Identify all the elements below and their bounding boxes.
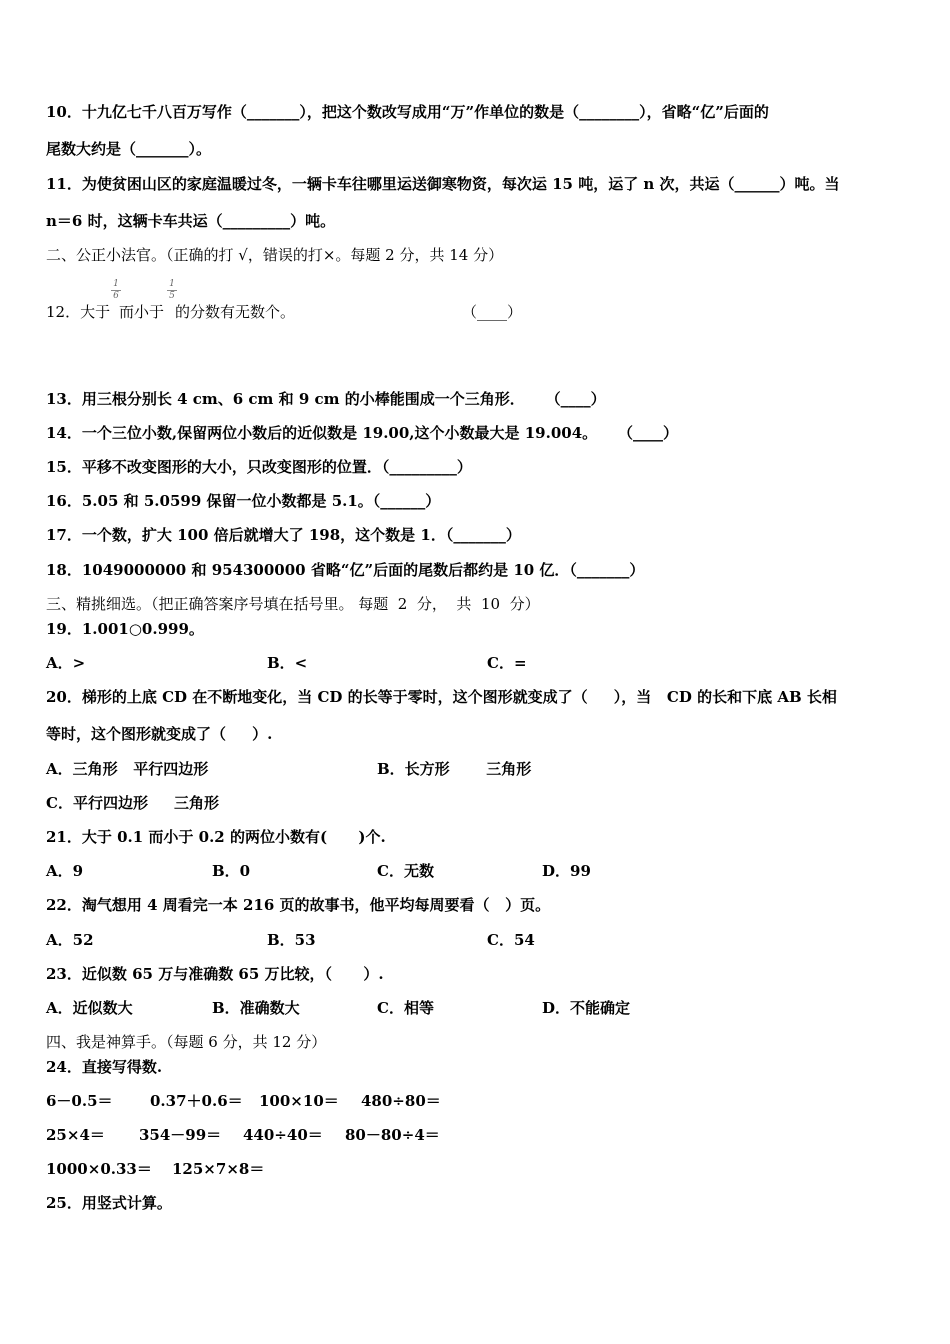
q11-line2: n＝6 时，这辆卡车共运（_________）吨。 bbox=[46, 212, 336, 230]
q20-option-a[interactable]: A．三角形 平行四边形 bbox=[46, 760, 209, 778]
q22-option-a[interactable]: A．52 bbox=[46, 931, 94, 949]
q11-line1: 11．为使贫困山区的家庭温暖过冬，一辆卡车往哪里运送御寒物资，每次运 15 吨，运了 n 次，共运（______）吨。当 bbox=[46, 175, 840, 193]
q24-item: 440÷40＝ bbox=[243, 1126, 323, 1144]
q12-fraction-2 bbox=[167, 280, 177, 301]
q21-option-d[interactable]: D．99 bbox=[542, 862, 591, 880]
q21-stem: 21．大于 0.1 而小于 0.2 的两位小数有( )个. bbox=[46, 828, 386, 846]
q24-item: 1000×0.33＝ bbox=[46, 1160, 152, 1178]
q13: 13．用三根分别长 4 cm、6 cm 和 9 cm 的小棒能围成一个三角形． （____） bbox=[46, 390, 606, 408]
q20-line1: 20．梯形的上底 CD 在不断地变化，当 CD 的长等于零时，这个图形就变成了（ ），当 CD 的长和下底 AB 长相 bbox=[46, 688, 837, 706]
q23-option-d[interactable]: D．不能确定 bbox=[542, 999, 631, 1017]
q23-option-c[interactable]: C．相等 bbox=[377, 999, 434, 1017]
q19-option-c[interactable]: C．= bbox=[487, 654, 527, 672]
q24-item: 0.37＋0.6＝ bbox=[150, 1092, 243, 1110]
q23-option-b[interactable]: B．准确数大 bbox=[212, 999, 300, 1017]
fraction-denominator: 6 bbox=[113, 291, 119, 301]
q18: 18．1049000000 和 954300000 省略“亿”后面的尾数后都约是 10 亿．（_______） bbox=[46, 561, 645, 579]
q23-stem: 23．近似数 65 万与准确数 65 万比较，（ ）. bbox=[46, 965, 384, 983]
q12-fraction-1 bbox=[111, 280, 121, 301]
q21-option-a[interactable]: A．9 bbox=[46, 862, 84, 880]
q24-item: 6－0.5＝ bbox=[46, 1092, 113, 1110]
q10-line1: 10．十九亿七千八百万写作（_______），把这个数改写成用“万”作单位的数是（________），省略“亿”后面的 bbox=[46, 103, 769, 121]
q12-suffix: 的分数有无数个。 bbox=[175, 303, 296, 321]
q12-answer-blank[interactable]: （____） bbox=[462, 303, 523, 321]
q24-item: 80－80÷4＝ bbox=[345, 1126, 440, 1144]
q21-option-c[interactable]: C．无数 bbox=[377, 862, 434, 880]
q12-prefix: 12．大于 bbox=[46, 303, 111, 321]
section4-heading: 四、我是神算手。（每题 6 分，共 12 分） bbox=[46, 1033, 327, 1051]
q14: 14．一个三位小数,保留两位小数后的近似数是 19.00,这个小数最大是 19.004。 （____） bbox=[46, 424, 679, 442]
fraction-numerator: 1 bbox=[169, 279, 175, 289]
q19-stem: 19．1.001○0.999。 bbox=[46, 620, 204, 638]
q10-line2: 尾数大约是（_______）。 bbox=[46, 140, 212, 158]
q24-item: 125×7×8＝ bbox=[172, 1160, 265, 1178]
q20-option-b[interactable]: B．长方形 三角形 bbox=[377, 760, 532, 778]
section3-heading: 三、精挑细选。（把正确答案序号填在括号里。 每题 2 分， 共 10 分） bbox=[46, 595, 540, 613]
fraction-numerator: 1 bbox=[113, 279, 119, 289]
q16: 16．5.05 和 5.0599 保留一位小数都是 5.1。（______） bbox=[46, 492, 441, 510]
q24-item: 354－99＝ bbox=[139, 1126, 222, 1144]
q22-option-b[interactable]: B．53 bbox=[267, 931, 316, 949]
q22-stem: 22．淘气想用 4 周看完一本 216 页的故事书，他平均每周要看（ ）页。 bbox=[46, 896, 551, 914]
q20-line2: 等时，这个图形就变成了（ ）. bbox=[46, 725, 273, 743]
q12-middle: 而小于 bbox=[119, 303, 165, 321]
q21-option-b[interactable]: B．0 bbox=[212, 862, 251, 880]
q20-option-c[interactable]: C．平行四边形 三角形 bbox=[46, 794, 220, 812]
q23-option-a[interactable]: A．近似数大 bbox=[46, 999, 133, 1017]
q24-stem: 24．直接写得数. bbox=[46, 1058, 163, 1076]
q15: 15．平移不改变图形的大小，只改变图形的位置．（_________） bbox=[46, 458, 472, 476]
section2-heading: 二、公正小法官。（正确的打 √，错误的打×。每题 2 分，共 14 分） bbox=[46, 246, 504, 264]
q19-option-b[interactable]: B．< bbox=[267, 654, 308, 672]
q22-option-c[interactable]: C．54 bbox=[487, 931, 535, 949]
q19-option-a[interactable]: A．> bbox=[46, 654, 86, 672]
q24-item: 25×4＝ bbox=[46, 1126, 105, 1144]
q17: 17．一个数，扩大 100 倍后就增大了 198，这个数是 1．（_______） bbox=[46, 526, 521, 544]
fraction-denominator: 5 bbox=[169, 291, 175, 301]
q24-item: 100×10＝ bbox=[259, 1092, 339, 1110]
q25: 25．用竖式计算。 bbox=[46, 1194, 172, 1212]
q24-item: 480÷80＝ bbox=[361, 1092, 441, 1110]
